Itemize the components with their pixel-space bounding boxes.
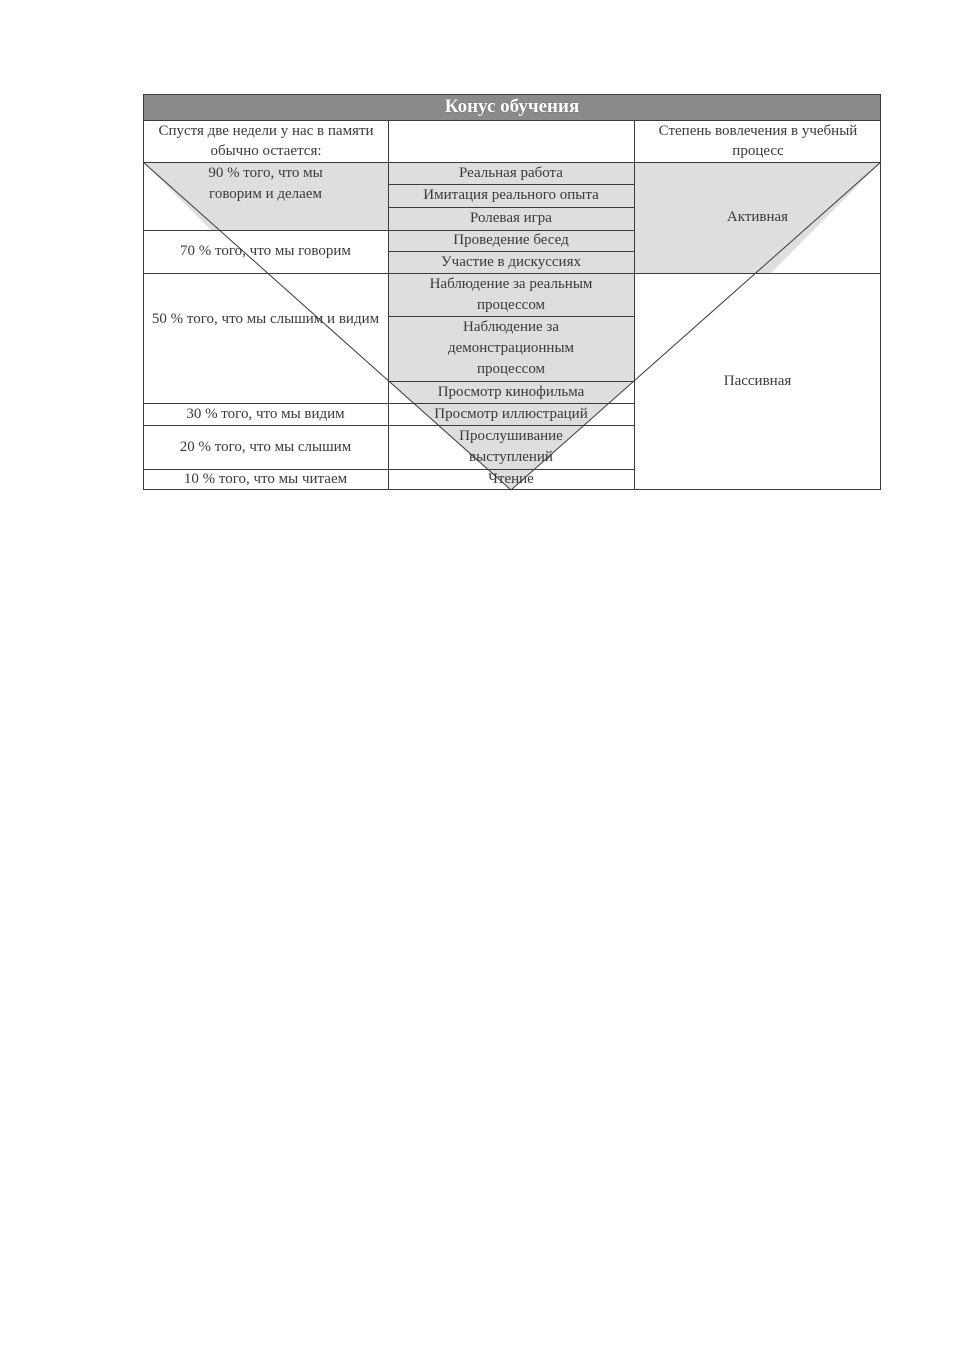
engagement-active: Активная — [726, 209, 789, 225]
activity-discussions: Участие в дискуссиях — [441, 253, 581, 270]
activity-role-play: Ролевая игра — [470, 210, 552, 226]
activity-lectures: Прослушивание выступлений — [459, 428, 563, 465]
activity-real-process-observation: Наблюдение за реальным процессом — [429, 275, 593, 313]
retention-row-30: 30 % того, что мы видим — [186, 405, 345, 422]
activity-film: Просмотр кинофильма — [437, 383, 585, 400]
retention-row-50: 50 % того, что мы слышим и видим — [151, 310, 380, 327]
activity-illustrations: Просмотр иллюстраций — [434, 405, 588, 422]
activity-simulation: Имитация реального опыта — [423, 187, 599, 203]
activity-reading: Чтение — [488, 471, 534, 487]
activity-real-work: Реальная работа — [459, 164, 563, 181]
activity-conversations: Проведение бесед — [453, 232, 569, 248]
retention-row-20: 20 % того, что мы слышим — [179, 438, 352, 455]
header-retention: Спустя две недели у нас в памяти обычно остается: — [158, 123, 374, 159]
cone-title: Конус обучения — [444, 96, 580, 117]
activity-demo-observation: Наблюдение за демонстрационным процессом — [447, 319, 575, 377]
learning-cone-figure — [143, 94, 881, 490]
header-engagement: Степень вовлечения в учебный процесс — [658, 123, 858, 159]
engagement-passive: Пассивная — [723, 373, 792, 389]
retention-row-10: 10 % того, что мы читаем — [183, 471, 348, 487]
retention-row-70: 70 % того, что мы говорим — [180, 243, 351, 259]
retention-row-90: 90 % того, что мы говорим и делаем — [208, 165, 323, 202]
header-activity — [389, 120, 634, 162]
